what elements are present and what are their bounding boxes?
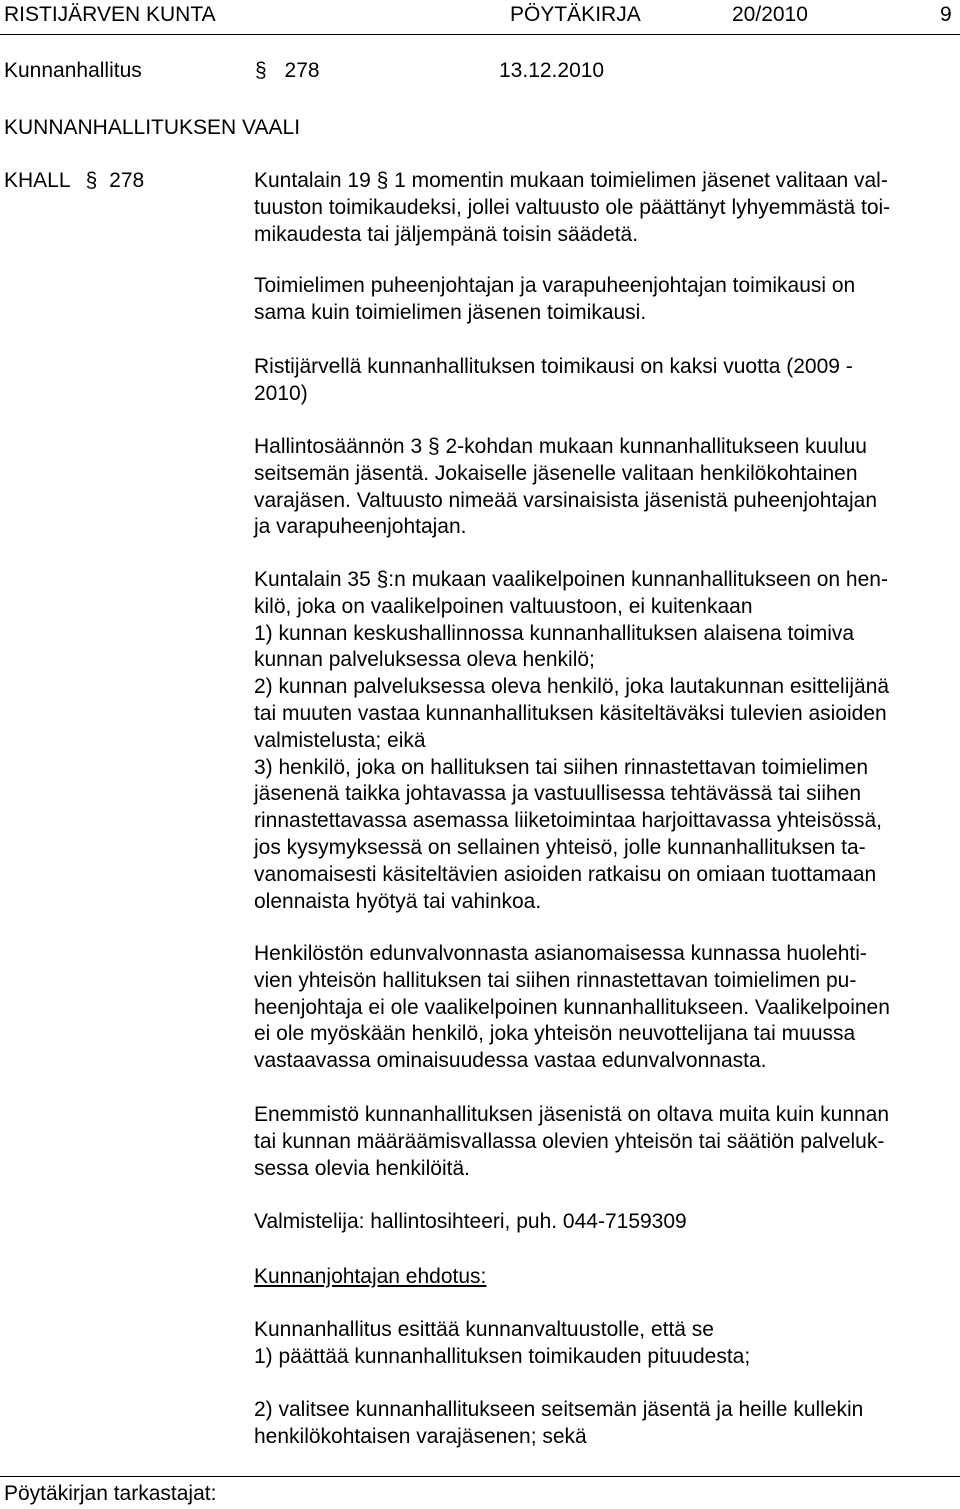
text-line: ja varapuheenjohtajan. bbox=[254, 515, 467, 539]
paragraph-7 bbox=[254, 1102, 954, 1182]
doc-type: PÖYTÄKIRJA bbox=[510, 3, 641, 26]
text-line: kunnan palveluksessa oleva henkilö; bbox=[254, 648, 595, 672]
text-line: jos kysymyksessä on sellainen yhteisö, jolle kunnanhallituksen ta- bbox=[254, 835, 866, 859]
paragraph-1 bbox=[254, 168, 954, 248]
text-line: jäsenenä taikka johtavassa ja vastuullisessa tehtävässä tai siihen bbox=[254, 782, 862, 806]
section-mark: § bbox=[255, 59, 267, 82]
text-line: Hallintosäännön 3 § 2-kohdan mukaan kunnanhallitukseen kuuluu bbox=[254, 435, 867, 458]
footer-divider bbox=[0, 1476, 960, 1477]
text-line: varajäsen. Valtuusto nimeää varsinaisista jäsenistä puheenjohtajan bbox=[254, 488, 877, 512]
header-divider bbox=[0, 34, 960, 35]
paragraph-4 bbox=[254, 434, 954, 541]
reference-label: KHALL bbox=[4, 169, 70, 192]
page-title: KUNNANHALLITUKSEN VAALI bbox=[4, 116, 301, 139]
text-line: 2010) bbox=[254, 381, 308, 405]
text-line: sama kuin toimielimen jäsenen toimikausi. bbox=[254, 300, 647, 324]
text-line: tuuston toimikaudeksi, jollei valtuusto ole päättänyt lyhyemmästä toi- bbox=[254, 195, 891, 219]
text-line: mikaudesta tai jäljempänä toisin säädetä. bbox=[254, 222, 639, 246]
text-line: vien yhteisön hallituksen tai siihen rinnastettavan toimielimen pu- bbox=[254, 968, 857, 992]
text-line: rinnastettavassa asemassa liiketoimintaa harjoittavassa yhteisössä, bbox=[254, 809, 882, 833]
text-line: 2) kunnan palveluksessa oleva henkilö, joka lautakunnan esittelijänä bbox=[254, 675, 890, 699]
section-number: 278 bbox=[284, 59, 320, 82]
text-line: Kunnanhallitus esittää kunnanvaltuustolle, että se bbox=[254, 1318, 714, 1341]
text-line: sessa olevia henkilöitä. bbox=[254, 1156, 470, 1180]
preparer-text: Valmistelija: hallintosihteeri, puh. 044-7159309 bbox=[254, 1210, 687, 1233]
text-line: ei ole myöskään henkilö, joka yhteisön neuvottelijana tai muussa bbox=[254, 1022, 856, 1046]
text-line: 3) henkilö, joka on hallituksen tai siihen rinnastettavan toimielimen bbox=[254, 755, 869, 779]
paragraph-6 bbox=[254, 941, 954, 1075]
text-line: valmistelusta; eikä bbox=[254, 728, 426, 752]
text-line: kilö, joka on vaalikelpoinen valtuustoon, ei kuitenkaan bbox=[254, 594, 753, 618]
meeting-date: 13.12.2010 bbox=[499, 59, 605, 82]
text-line: vanomaisesti käsiteltävien asioiden ratkaisu on omiaan tuottamaan bbox=[254, 862, 877, 886]
text-line: vastaavassa ominaisuudessa vastaa edunvalvonnasta. bbox=[254, 1049, 767, 1073]
text-line: heenjohtaja ei ole vaalikelpoinen kunnanhallitukseen. Vaalikelpoinen bbox=[254, 995, 890, 1019]
preparer-line bbox=[254, 1209, 954, 1236]
reference-number: 278 bbox=[109, 169, 145, 192]
page-number: 9 bbox=[940, 3, 952, 26]
text-line: 1) päättää kunnanhallituksen toimikauden pituudesta; bbox=[254, 1344, 751, 1368]
text-line: 1) kunnan keskushallinnossa kunnanhallituksen alaisena toimiva bbox=[254, 621, 855, 645]
text-line: Kuntalain 19 § 1 momentin mukaan toimielimen jäsenet valitaan val- bbox=[254, 169, 888, 192]
text-line: tai kunnan määräämisvallassa olevien yhteisön tai säätiön palveluk- bbox=[254, 1129, 885, 1153]
paragraph-2 bbox=[254, 273, 954, 327]
meeting-body: Kunnanhallitus bbox=[4, 59, 142, 82]
text-line: Ristijärvellä kunnanhallituksen toimikausi on kaksi vuotta (2009 - bbox=[254, 355, 853, 378]
proposal-paragraph-1 bbox=[254, 1317, 954, 1371]
proposal-heading-text: Kunnanjohtajan ehdotus: bbox=[254, 1265, 487, 1288]
text-line: Toimielimen puheenjohtajan ja varapuheenjohtajan toimikausi on bbox=[254, 274, 856, 297]
text-line: Henkilöstön edunvalvonnasta asianomaisessa kunnassa huolehti- bbox=[254, 942, 867, 965]
doc-number: 20/2010 bbox=[732, 3, 808, 26]
paragraph-5 bbox=[254, 567, 954, 915]
org-name: RISTIJÄRVEN KUNTA bbox=[4, 3, 216, 26]
text-line: seitsemän jäsentä. Jokaiselle jäsenelle valitaan henkilökohtainen bbox=[254, 461, 858, 485]
text-line: 2) valitsee kunnanhallitukseen seitsemän jäsentä ja heille kullekin bbox=[254, 1398, 864, 1421]
footer-label: Pöytäkirjan tarkastajat: bbox=[4, 1482, 217, 1505]
text-line: henkilökohtaisen varajäsenen; sekä bbox=[254, 1424, 587, 1448]
proposal-heading bbox=[254, 1264, 954, 1291]
section-reference bbox=[4, 168, 144, 195]
text-line: Enemmistö kunnanhallituksen jäsenistä on oltava muita kuin kunnan bbox=[254, 1103, 890, 1126]
text-line: tai muuten vastaa kunnanhallituksen käsiteltäväksi tulevien asioiden bbox=[254, 701, 887, 725]
paragraph-3 bbox=[254, 354, 954, 408]
text-line: Kuntalain 35 §:n mukaan vaalikelpoinen kunnanhallitukseen on hen- bbox=[254, 568, 888, 591]
reference-section-mark: § bbox=[85, 169, 98, 192]
text-line: olennaista hyötyä tai vahinkoa. bbox=[254, 889, 542, 913]
meeting-section bbox=[255, 58, 320, 85]
proposal-paragraph-2 bbox=[254, 1397, 954, 1451]
